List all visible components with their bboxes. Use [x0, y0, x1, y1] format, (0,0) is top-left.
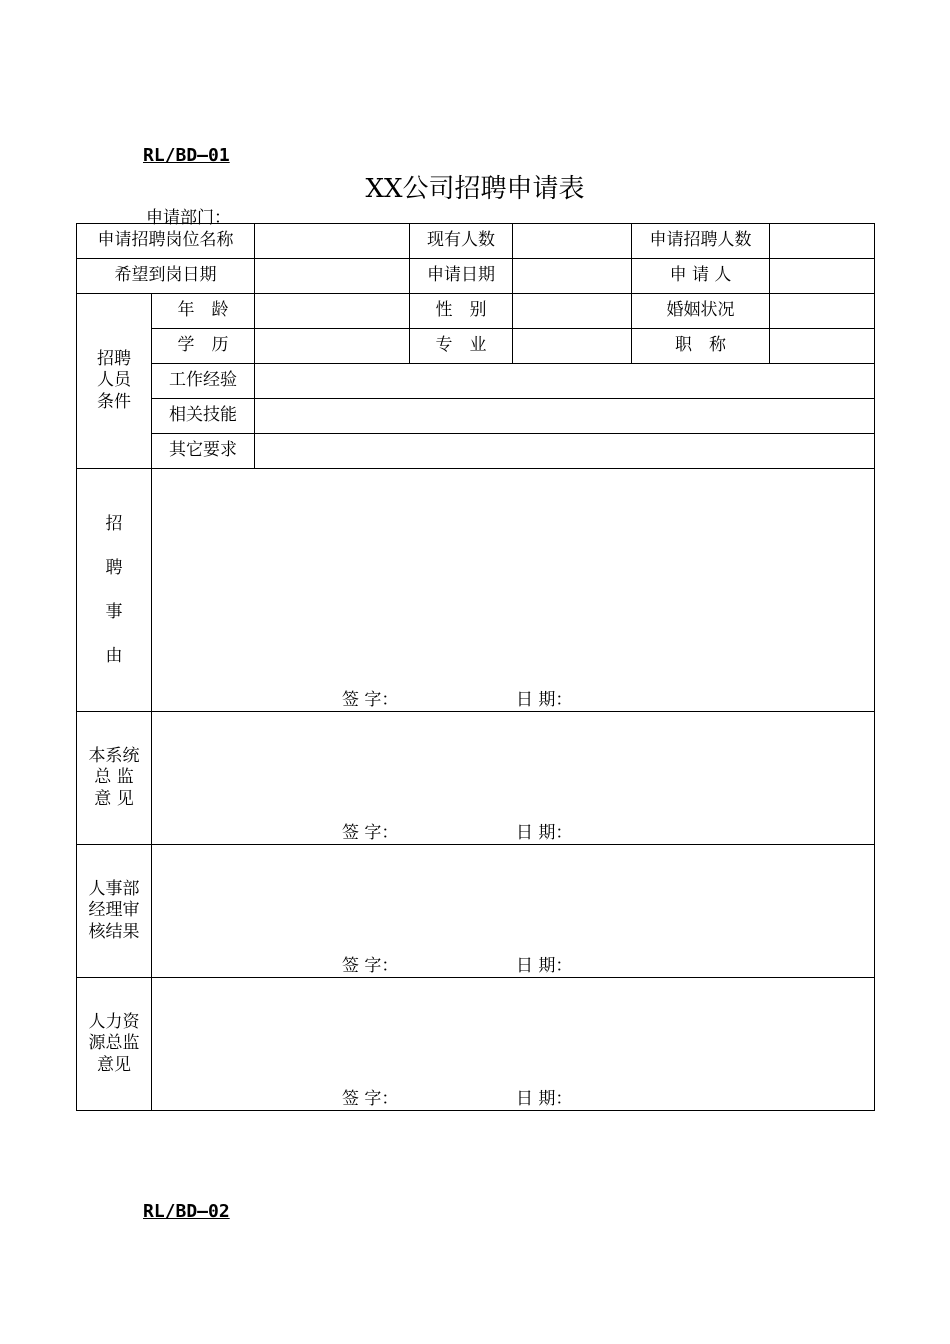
form-code-bottom: RL/BD—02	[143, 1201, 230, 1222]
hr-manager-label: 人事部 经理审 核结果	[77, 845, 152, 978]
other-requirements-value[interactable]	[255, 434, 875, 469]
row-director	[77, 712, 875, 845]
marital-status-label: 婚姻状况	[632, 294, 770, 329]
hr-director-opinion[interactable]	[152, 978, 875, 1111]
row-position	[77, 224, 875, 259]
applicant-label: 申 请 人	[632, 259, 770, 294]
arrival-date-label: 希望到岗日期	[77, 259, 255, 294]
professional-title-value[interactable]	[770, 329, 875, 364]
row-experience	[77, 364, 875, 399]
director-opinion[interactable]	[152, 712, 875, 845]
major-value[interactable]	[513, 329, 632, 364]
department-label: 申请部门：	[146, 208, 231, 228]
experience-value[interactable]	[255, 364, 875, 399]
signature-line	[342, 822, 573, 844]
signature-line	[342, 1088, 573, 1110]
form-title: XX公司招聘申请表	[365, 174, 585, 204]
reason-label	[77, 469, 152, 712]
hr-manager-result[interactable]	[152, 845, 875, 978]
apply-date-value[interactable]	[513, 259, 632, 294]
apply-date-label: 申请日期	[410, 259, 513, 294]
major-label: 专 业	[410, 329, 513, 364]
reason-char-4: 由	[105, 646, 123, 666]
form-code-top: RL/BD—01	[143, 145, 230, 166]
arrival-date-value[interactable]	[255, 259, 410, 294]
other-requirements-label: 其它要求	[152, 434, 255, 469]
signature-line	[342, 955, 573, 977]
age-label: 年 龄	[152, 294, 255, 329]
date-label: 日 期：	[516, 689, 573, 710]
row-age	[77, 294, 875, 329]
position-label: 申请招聘岗位名称	[77, 224, 255, 259]
signature-label: 签 字：	[342, 955, 399, 976]
current-headcount-value[interactable]	[513, 224, 632, 259]
reason-content[interactable]	[152, 469, 875, 712]
date-label: 日 期：	[516, 822, 573, 843]
recruitment-form-table	[76, 223, 875, 1111]
row-skills	[77, 399, 875, 434]
current-headcount-label: 现有人数	[410, 224, 513, 259]
requested-count-label: 申请招聘人数	[632, 224, 770, 259]
reason-char-2: 聘	[105, 558, 123, 578]
hr-director-label: 人力资 源总监 意见	[77, 978, 152, 1111]
experience-label: 工作经验	[152, 364, 255, 399]
age-value[interactable]	[255, 294, 410, 329]
reason-char-3: 事	[105, 602, 123, 622]
row-hr-director	[77, 978, 875, 1111]
education-value[interactable]	[255, 329, 410, 364]
education-label: 学 历	[152, 329, 255, 364]
signature-label: 签 字：	[342, 1088, 399, 1109]
row-hr-manager	[77, 845, 875, 978]
gender-label: 性 别	[410, 294, 513, 329]
row-reason	[77, 469, 875, 712]
applicant-value[interactable]	[770, 259, 875, 294]
requested-count-value[interactable]	[770, 224, 875, 259]
row-other	[77, 434, 875, 469]
row-education	[77, 329, 875, 364]
director-label: 本系统 总 监 意 见	[77, 712, 152, 845]
signature-label: 签 字：	[342, 822, 399, 843]
signature-label: 签 字：	[342, 689, 399, 710]
skills-label: 相关技能	[152, 399, 255, 434]
signature-line	[342, 689, 573, 711]
professional-title-label: 职 称	[632, 329, 770, 364]
gender-value[interactable]	[513, 294, 632, 329]
date-label: 日 期：	[516, 1088, 573, 1109]
reason-char-1: 招	[105, 514, 123, 534]
position-value[interactable]	[255, 224, 410, 259]
row-arrival	[77, 259, 875, 294]
skills-value[interactable]	[255, 399, 875, 434]
conditions-group-label: 招聘 人员 条件	[77, 294, 152, 469]
date-label: 日 期：	[516, 955, 573, 976]
marital-status-value[interactable]	[770, 294, 875, 329]
